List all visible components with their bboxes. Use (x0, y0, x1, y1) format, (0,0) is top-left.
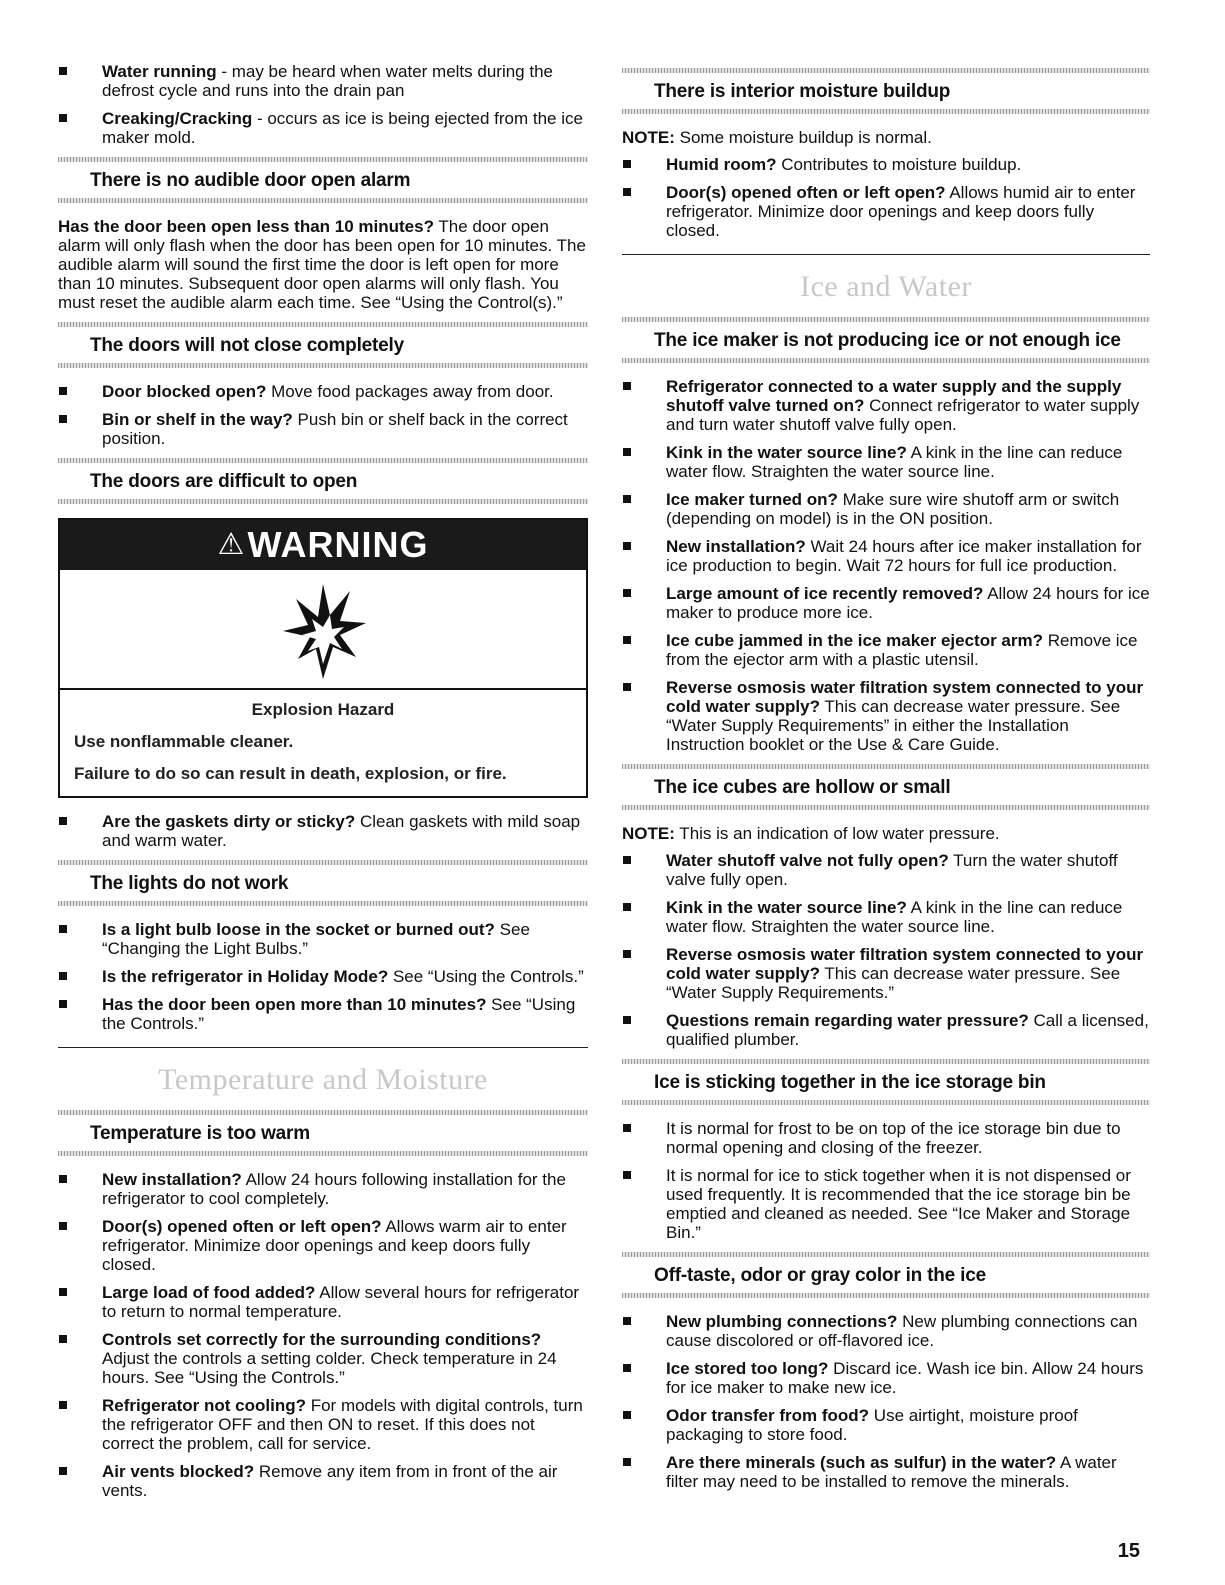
bullet-icon (59, 972, 67, 980)
bullet-icon (623, 1364, 631, 1372)
list-item: New plumbing connections? New plumbing connections can cause discolored or off-flavored ice. (622, 1312, 1150, 1350)
dotted-rule (622, 358, 1150, 363)
dotted-rule (622, 805, 1150, 810)
section-heading (622, 317, 1150, 363)
bullet-icon (623, 1458, 631, 1466)
list-item: Ice cube jammed in the ice maker ejector arm? Remove ice from the ejector arm with a plastic utensil. (622, 631, 1150, 669)
bullet-icon (59, 925, 67, 933)
bullet-icon (59, 1288, 67, 1296)
heading-moisture: There is interior moisture buildup (654, 81, 951, 102)
bullet-icon (623, 1317, 631, 1325)
dotted-rule (58, 499, 588, 504)
section-heading (622, 68, 1150, 114)
list-item: Ice maker turned on? Make sure wire shutoff arm or switch (depending on model) is in the ON position. (622, 490, 1150, 528)
warning-header: ⚠WARNING (60, 520, 586, 570)
bullet-icon (623, 160, 631, 168)
dotted-rule (622, 1100, 1150, 1105)
heading-lights: The lights do not work (90, 873, 289, 894)
section-heading (622, 764, 1150, 810)
list-item: Is a light bulb loose in the socket or burned out? See “Changing the Light Bulbs.” (58, 920, 588, 958)
heading-too-warm: Temperature is too warm (90, 1123, 310, 1144)
list-item: Large load of food added? Allow several hours for refrigerator to return to normal temperature. (58, 1283, 588, 1321)
bullet-icon (623, 448, 631, 456)
list-item: New installation? Allow 24 hours following installation for the refrigerator to cool completely. (58, 1170, 588, 1208)
dotted-rule (58, 901, 588, 906)
bullet-icon (59, 1401, 67, 1409)
list-item: It is normal for frost to be on top of the ice storage bin due to normal opening and closing of the freezer. (622, 1119, 1150, 1157)
left-column (58, 62, 588, 1509)
list-item: Has the door been open more than 10 minutes? See “Using the Controls.” (58, 995, 588, 1033)
note: NOTE: This is an indication of low water pressure. (622, 824, 1000, 843)
bullet-icon (623, 1124, 631, 1132)
list-item: Questions remain regarding water pressure? Call a licensed, qualified plumber. (622, 1011, 1150, 1049)
section-title: Temperature and Moisture (158, 1063, 488, 1096)
dotted-rule (622, 109, 1150, 114)
warning-line: Failure to do so can result in death, explosion, or fire. (74, 764, 507, 783)
bullet-icon (59, 1175, 67, 1183)
bullet-icon (623, 950, 631, 958)
list-item: Large amount of ice recently removed? Allow 24 hours for ice maker to produce more ice. (622, 584, 1150, 622)
list-item: Ice stored too long? Discard ice. Wash ice bin. Allow 24 hours for ice maker to make new ice. (622, 1359, 1150, 1397)
warning-triangle-icon: ⚠ (217, 528, 246, 561)
bullet-icon (623, 856, 631, 864)
list-item: Door blocked open? Move food packages away from door. (58, 382, 588, 401)
list-item: Are the gaskets dirty or sticky? Clean gaskets with mild soap and warm water. (58, 812, 588, 850)
bullet-icon (623, 1411, 631, 1419)
section-heading (622, 1252, 1150, 1298)
bullet-icon (623, 589, 631, 597)
heading-sticking: Ice is sticking together in the ice storage bin (654, 1072, 1046, 1093)
list-item: Humid room? Contributes to moisture buildup. (622, 155, 1150, 174)
dotted-rule (58, 1151, 588, 1156)
list-item: Door(s) opened often or left open? Allows humid air to enter refrigerator. Minimize door openings and keep doors fully closed. (622, 183, 1150, 240)
list-item: Water running - may be heard when water melts during the defrost cycle and runs into the drain pan (58, 62, 588, 100)
list-item: Kink in the water source line? A kink in the line can reduce water flow. Straighten the water source line. (622, 898, 1150, 936)
list-item: It is normal for ice to stick together when it is not dispensed or used frequently. It is recommended that the ice storage bin be emptied and cleaned as needed. See “Ice Maker and Storage Bin.” (622, 1166, 1150, 1242)
warning-box (58, 518, 588, 798)
dotted-rule (58, 198, 588, 203)
list-item: New installation? Wait 24 hours after ice maker installation for ice production to begin. Wait 72 hours for full ice production. (622, 537, 1150, 575)
heading-not-producing: The ice maker is not producing ice or not enough ice (654, 330, 1121, 351)
heading-no-alarm: There is no audible door open alarm (90, 170, 411, 191)
bullet-icon (59, 1335, 67, 1343)
list-item: Reverse osmosis water filtration system connected to your cold water supply? This can decrease water pressure. See “Water Supply Requirements” in either the Installation Instruction booklet or the Use & Care Guide. (622, 678, 1150, 754)
bullet-icon (623, 1016, 631, 1024)
page-number: 15 (1117, 1540, 1140, 1562)
section-heading (622, 1059, 1150, 1105)
warning-line: Use nonflammable cleaner. (74, 732, 294, 751)
bullet-icon (59, 67, 67, 75)
bullet-icon (59, 415, 67, 423)
warning-text (60, 690, 586, 796)
section-heading (58, 458, 588, 504)
list-item: Refrigerator not cooling? For models with digital controls, turn the refrigerator OFF and then ON to reset. If this does not correct the problem, call for service. (58, 1396, 588, 1453)
bullet-icon (59, 1222, 67, 1230)
list-item: Water shutoff valve not fully open? Turn the water shutoff valve fully open. (622, 851, 1150, 889)
list-item: Are there minerals (such as sulfur) in the water? A water filter may need to be installed to remove the minerals. (622, 1453, 1150, 1491)
dotted-rule (622, 1293, 1150, 1298)
bullet-icon (623, 542, 631, 550)
list-item: Kink in the water source line? A kink in the line can reduce water flow. Straighten the water source line. (622, 443, 1150, 481)
section-heading (58, 860, 588, 906)
hazard-title: Explosion Hazard (251, 700, 395, 719)
paragraph: Has the door been open less than 10 minutes? The door open alarm will only flash when the door has been open for 10 minutes. The audible alarm will sound the first time the door is left open for more than 10 minutes. Subsequent door open alarms will only flash. You must reset the audible alarm each time. See “Using the Control(s).” (58, 217, 586, 312)
heading-difficult: The doors are difficult to open (90, 471, 358, 492)
heading-off-taste: Off-taste, odor or gray color in the ice (654, 1265, 986, 1286)
bullet-icon (623, 382, 631, 390)
list-item: Controls set correctly for the surrounding conditions? Adjust the controls a setting colder. Check temperature in 24 hours. See “Using the Controls.” (58, 1330, 588, 1387)
list-item: Reverse osmosis water filtration system connected to your cold water supply? This can decrease water pressure. See “Water Supply Requirements.” (622, 945, 1150, 1002)
bullet-icon (623, 903, 631, 911)
bullet-icon (59, 1467, 67, 1475)
bullet-icon (623, 1171, 631, 1179)
section-title: Ice and Water (800, 270, 972, 303)
list-item: Air vents blocked? Remove any item from in front of the air vents. (58, 1462, 588, 1500)
bullet-icon (623, 495, 631, 503)
bullet-icon (59, 387, 67, 395)
note: NOTE: Some moisture buildup is normal. (622, 128, 932, 147)
list-item: Is the refrigerator in Holiday Mode? See “Using the Controls.” (58, 967, 588, 986)
list-item: Creaking/Cracking - occurs as ice is being ejected from the ice maker mold. (58, 109, 588, 147)
bullet-icon (623, 636, 631, 644)
dotted-rule (58, 363, 588, 368)
right-column (622, 62, 1150, 1500)
bullet-icon (59, 1000, 67, 1008)
bullet-icon (623, 683, 631, 691)
section-heading (58, 157, 588, 203)
bullet-icon (623, 188, 631, 196)
heading-not-close: The doors will not close completely (90, 335, 404, 356)
explosion-icon (60, 570, 586, 690)
heading-hollow: The ice cubes are hollow or small (654, 777, 951, 798)
section-heading (58, 1110, 588, 1156)
bullet-icon (59, 817, 67, 825)
list-item: Bin or shelf in the way? Push bin or shelf back in the correct position. (58, 410, 588, 448)
section-heading (58, 322, 588, 368)
list-item: Door(s) opened often or left open? Allows warm air to enter refrigerator. Minimize door openings and keep doors fully closed. (58, 1217, 588, 1274)
bullet-icon (59, 114, 67, 122)
list-item: Refrigerator connected to a water supply and the supply shutoff valve turned on? Connect refrigerator to water supply and turn water shutoff valve fully open. (622, 377, 1150, 434)
list-item: Odor transfer from food? Use airtight, moisture proof packaging to store food. (622, 1406, 1150, 1444)
